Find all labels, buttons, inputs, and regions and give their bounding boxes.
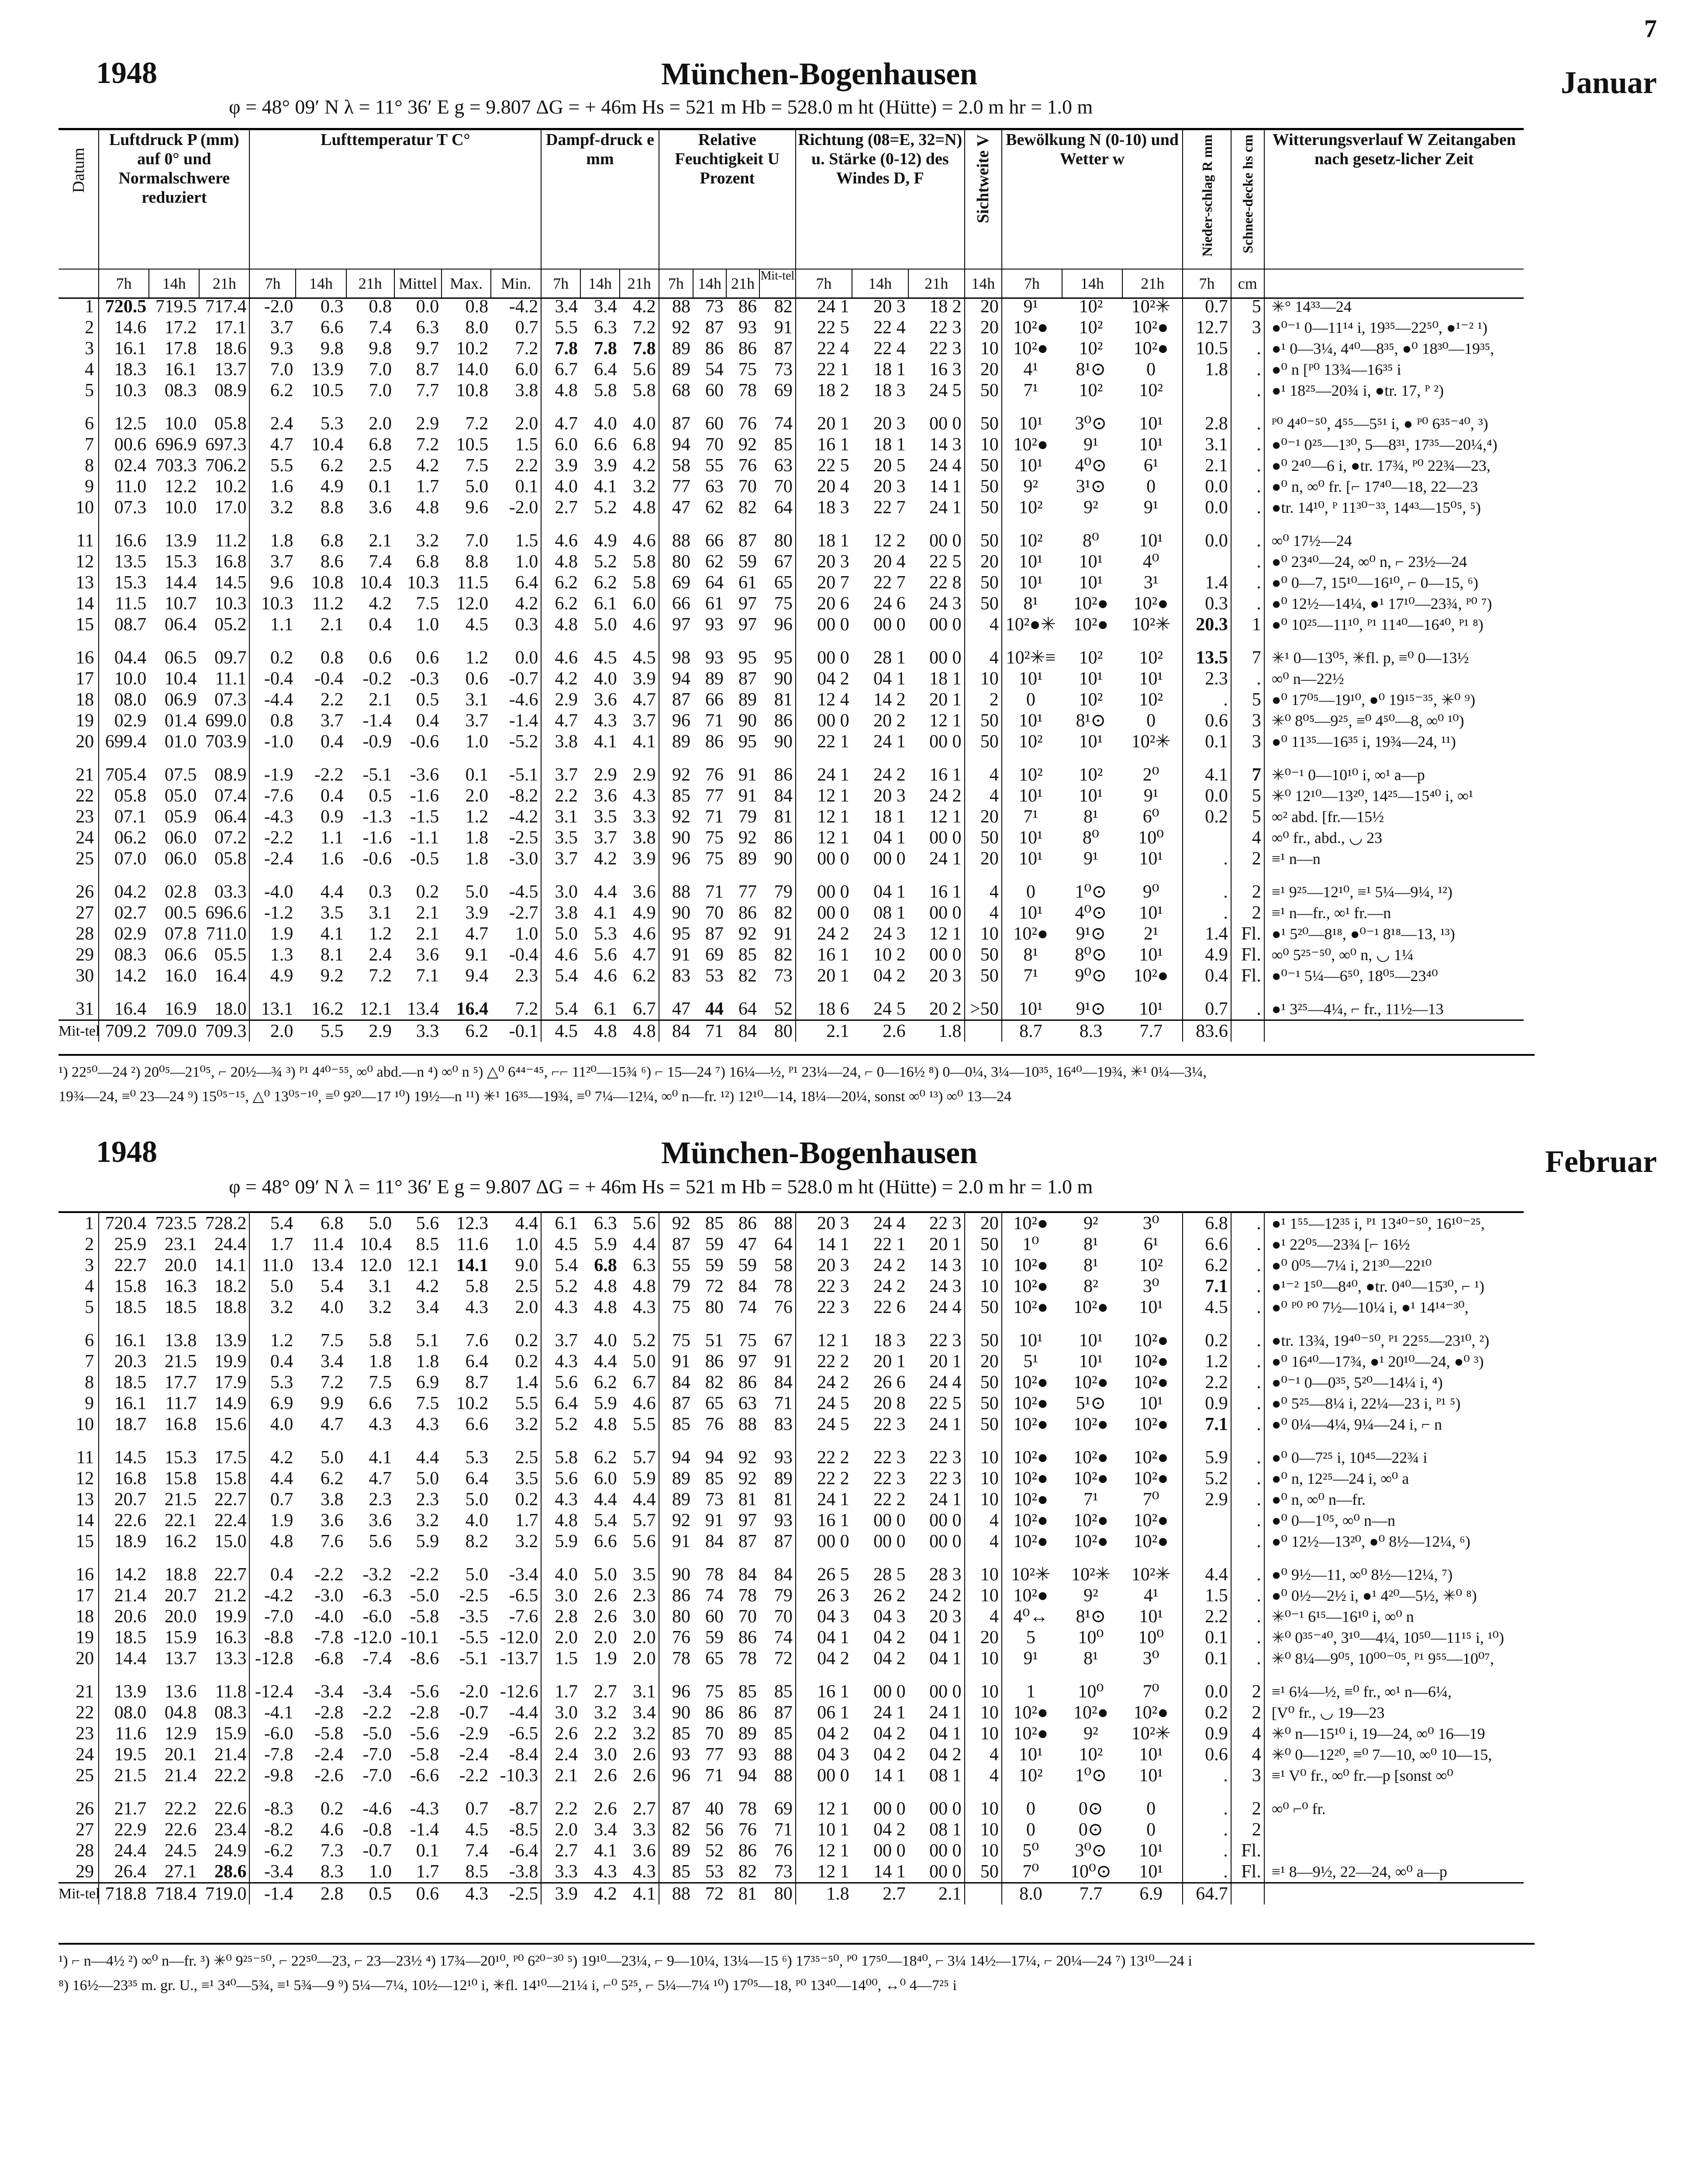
table-row: 26 21.7 22.2 22.6 -8.3 0.2 -4.6 -4.3 0.7 -8.7 2.2 2.6 2.7 87 40 78 69 12 1 00 0 00 0 10 0 0⊙ 0 . 2 ∞⁰ ⌐⁰ fr.: [59, 1798, 1524, 1819]
table-row: 20 14.4 13.7 13.3 -12.8 -6.8 -7.4 -8.6 -5.1 -13.7 1.5 1.9 2.0 78 65 78 72 04 2 04 2 04 1 10 9¹ 8¹ 3⁰ 0.1 . ✳⁰ 8¼—9⁰⁵, 10⁰⁰⁻⁰⁵, ᴾ¹ 9⁵⁵—10⁰⁷,: [59, 1648, 1524, 1669]
header-witterungsverlauf: Witterungsverlauf W Zeitangaben nach gesetz-licher Zeit: [1264, 129, 1524, 269]
mean-row: Mit-tel 718.8 718.4 719.0 -1.4 2.8 0.5 0.6 4.3 -2.5 3.9 4.2 4.1 88 72 81 80 1.8 2.7 2.1 8.0 7.7 6.9 64.7: [59, 1883, 1524, 1905]
table-row: 15 18.9 16.2 15.0 4.8 7.6 5.6 5.9 8.2 3.2 5.9 6.6 5.6 91 84 87 87 00 0 00 0 00 0 4 10²● 10²● 10²● . ●⁰ 12½—13²⁰, ●⁰ 8½—12¼, ⁶): [59, 1531, 1524, 1552]
table-row: 21 705.4 07.5 08.9 -1.9 -2.2 -5.1 -3.6 0.1 -5.1 3.7 2.9 2.9 92 76 91 86 24 1 24 2 16 1 4 10² 10² 2⁰ 4.1 7 ✳⁰⁻¹ 0—10¹⁰ i, ∞¹ a—p: [59, 764, 1524, 785]
february-section: [15, 1135, 1674, 1994]
table-row: 13 15.3 14.4 14.5 9.6 10.8 10.4 10.3 11.5 6.4 6.2 6.2 5.8 69 64 61 65 20 7 22 7 22 8 50 10¹ 10¹ 3¹ 1.4 . ●⁰ 0—7, 15¹⁰—16¹⁰, ⌐ 0—15, ⁶): [59, 572, 1524, 593]
table-row: 5 18.5 18.5 18.8 3.2 4.0 3.2 3.4 4.3 2.0 4.3 4.8 4.3 75 80 74 76 22 3 22 6 24 4 50 10²● 10²● 10¹ 4.5 . ●⁰ ᴾ⁰ ᴾ⁰ 7½—10¼ i, ●¹ 14¹⁴⁻³⁰,: [59, 1297, 1524, 1318]
january-section: [15, 12, 1674, 1105]
year: 1948: [96, 1135, 157, 1169]
january-data-table: [59, 296, 1524, 1042]
table-row: 13 20.7 21.5 22.7 0.7 3.8 2.3 2.3 5.0 0.2 4.3 4.4 4.4 89 73 81 81 24 1 22 2 24 1 10 10²● 7¹ 7⁰ 2.9 . ●⁰ n, ∞⁰ n—fr.: [59, 1489, 1524, 1510]
header-feuchtigkeit: Relative Feuchtigkeit U Prozent: [659, 129, 796, 269]
page-number: 7: [1644, 14, 1657, 43]
table-row: 19 18.5 15.9 16.3 -8.8 -7.8 -12.0 -10.1 -5.5 -12.0 2.0 2.0 2.0 76 59 86 74 04 1 04 2 04 1 20 5 10⁰ 10⁰ 0.1 . ✳⁰ 0³⁵⁻⁴⁰, 3¹⁰—4¼, 10⁵⁰—11¹⁵ i, ¹⁰): [59, 1627, 1524, 1648]
table-row: 24 19.5 20.1 21.4 -7.8 -2.4 -7.0 -5.8 -2.4 -8.4 2.4 3.0 2.6 93 77 93 88 04 3 04 2 04 2 4 10¹ 10² 10¹ 0.6 4 ✳⁰ 0—12²⁰, ≡⁰ 7—10, ∞⁰ 10—15,: [59, 1744, 1524, 1765]
table-row: 7 20.3 21.5 19.9 0.4 3.4 1.8 1.8 6.4 0.2 4.3 4.4 5.0 91 86 97 91 22 2 20 1 20 1 20 5¹ 10¹ 10²● 1.2 . ●⁰ 16⁴⁰—17¾, ●¹ 20¹⁰—24, ●⁰ ³): [59, 1351, 1524, 1372]
table-row: 31 16.4 16.9 18.0 13.1 16.2 12.1 13.4 16.4 7.2 5.4 6.1 6.7 47 44 64 52 18 6 24 5 20 2 >50 10¹ 9¹⊙ 10¹ 0.7 . ●¹ 3²⁵—4¼, ⌐ fr., 11½—13: [59, 999, 1524, 1020]
february-footnotes: [59, 1943, 1535, 1998]
footnote-line: ⁸) 16½—23³⁵ m. gr. U., ≡¹ 3⁴⁰—5¾, ≡¹ 5¾—9 ⁹) 5¼—7¼, 10½—12¹⁰ i, ✳fl. 14¹⁰—21¼ i, ⌐⁰ 5²⁵, ⌐ 5¼—7¼ ¹⁰) 17⁰⁵—18, ᴾ⁰ 13⁴⁰—14⁰⁰, ↔⁰ 4—7²⁵ i: [59, 1977, 957, 1994]
table-row: 2 25.9 23.1 24.4 1.7 11.4 10.4 8.5 11.6 1.0 4.5 5.9 4.4 87 59 47 64 14 1 22 1 20 1 50 1⁰ 8¹ 6¹ 6.6 . ●¹ 22⁰⁵—23¾ [⌐ 16½: [59, 1234, 1524, 1255]
station-name: München-Bogenhausen: [661, 1135, 978, 1170]
table-row: 16 04.4 06.5 09.7 0.2 0.8 0.6 0.6 1.2 0.0 4.6 4.5 4.5 98 93 95 95 00 0 28 1 00 0 4 10²✳≡ 10² 10² 13.5 7 ✳¹ 0—13⁰⁵, ✳fl. p, ≡⁰ 0—13½: [59, 647, 1524, 668]
table-row: 28 02.9 07.8 711.0 1.9 4.1 1.2 2.1 4.7 1.0 5.0 5.3 4.6 95 87 92 91 24 2 24 3 12 1 10 10²● 9¹⊙ 2¹ 1.4 Fl. ●¹ 5²⁰—8¹⁸, ●⁰⁻¹ 8¹⁸—13, ¹³): [59, 923, 1524, 944]
table-row: 21 13.9 13.6 11.8 -12.4 -3.4 -3.4 -5.6 -2.0 -12.6 1.7 2.7 3.1 96 75 85 85 16 1 00 0 00 0 10 1 10⁰ 7⁰ 0.0 2 ≡¹ 6¼—½, ≡⁰ fr., ∞¹ n—6¼,: [59, 1681, 1524, 1702]
footnote-line: ¹) ⌐ n—4½ ²) ∞⁰ n—fr. ³) ✳⁰ 9²⁵⁻⁵⁰, ⌐ 22⁵⁰—23, ⌐ 23—23½ ⁴) 17¾—20¹⁰, ᴾ⁰ 6²⁰⁻³⁰ ⁵) 19¹⁰—23¼, ⌐ 9—10¼, 13¼—15 ⁶) 17³⁵⁻⁵⁰, ᴾ⁰ 17⁵⁰—18⁴⁰, ⌐ 3¼ 14½—17¼, ⌐ 20¼—24 ⁷) 13¹⁰—24 i: [59, 1953, 1192, 1969]
table-row: 22 08.0 04.8 08.3 -4.1 -2.8 -2.2 -2.8 -0.7 -4.4 3.0 3.2 3.4 90 86 86 87 06 1 24 1 24 1 10 10²● 10²● 10²● 0.2 2 [V⁰ fr., ◡ 19—23: [59, 1702, 1524, 1723]
table-row: 15 08.7 06.4 05.2 1.1 2.1 0.4 1.0 4.5 0.3 4.8 5.0 4.6 97 93 97 96 00 0 00 0 00 0 4 10²●✳ 10²● 10²✳ 20.3 1 ●⁰ 10²⁵—11¹⁰, ᴾ¹ 11⁴⁰—16⁴⁰, ᴾ¹ ⁸): [59, 614, 1524, 635]
table-row: 28 24.4 24.5 24.9 -6.2 7.3 -0.7 0.1 7.4 -6.4 2.7 4.1 3.6 89 52 86 76 12 1 00 0 00 0 10 5⁰ 3⁰⊙ 10¹ . Fl.: [59, 1840, 1524, 1861]
table-row: 4 15.8 16.3 18.2 5.0 5.4 3.1 4.2 5.8 2.5 5.2 4.8 4.8 79 72 84 78 22 3 24 2 24 3 10 10²● 8² 3⁰ 7.1 . ●¹⁻² 1⁵⁰—8⁴⁰, ●tr. 0⁴⁰—15³⁰, ⌐ ¹): [59, 1276, 1524, 1297]
table-row: 6 12.5 10.0 05.8 2.4 5.3 2.0 2.9 7.2 2.0 4.7 4.0 4.0 87 60 76 74 20 1 20 3 00 0 50 10¹ 3⁰⊙ 10¹ 2.8 . ᴾ⁰ 4⁴⁰⁻⁵⁰, 4⁵⁵—5⁵¹ i, ● ᴾ⁰ 6³⁵⁻⁴⁰, ³): [59, 413, 1524, 434]
table-row: 16 14.2 18.8 22.7 0.4 -2.2 -3.2 -2.2 5.0 -3.4 4.0 5.0 3.5 90 78 84 84 26 5 28 5 28 3 10 10²✳ 10²✳ 10²✳ 4.4 . ●⁰ 9½—11, ∞⁰ 8½—12¼, ⁷): [59, 1564, 1524, 1585]
table-row: 9 16.1 11.7 14.9 6.9 9.9 6.6 7.5 10.2 5.5 6.4 5.9 4.6 87 65 63 71 24 5 20 8 22 5 50 10²● 5¹⊙ 10¹ 0.9 . ●⁰ 5²⁵—8¼ i, 22¼—23 i, ᴾ¹ ⁵): [59, 1393, 1524, 1414]
table-row: 11 14.5 15.3 17.5 4.2 5.0 4.1 4.4 5.3 2.5 5.8 6.2 5.7 94 94 92 93 22 2 22 3 22 3 10 10²● 10²● 10²● 5.9 . ●⁰ 0—7²⁵ i, 10⁴⁵—22¾ i: [59, 1447, 1524, 1468]
table-row: 3 22.7 20.0 14.1 11.0 13.4 12.0 12.1 14.1 9.0 5.4 6.8 6.3 55 59 59 58 20 3 24 2 14 3 10 10²● 8¹ 10² 6.2 . ●⁰ 0⁰⁵—7¼ i, 21³⁰—22¹⁰: [59, 1255, 1524, 1276]
page: [15, 12, 1674, 2184]
header-datum: Datum: [59, 129, 99, 269]
table-row: 4 18.3 16.1 13.7 7.0 13.9 7.0 8.7 14.0 6.0 6.7 6.4 5.6 89 54 75 73 22 1 18 1 16 3 20 4¹ 8¹⊙ 0 1.8 . ●⁰ n [ᴾ⁰ 13¾—16³⁵ i: [59, 359, 1524, 380]
table-row: 10 18.7 16.8 15.6 4.0 4.7 4.3 4.3 6.6 3.2 5.2 4.8 5.5 85 76 88 83 24 5 22 3 24 1 50 10²● 10²● 10²● 7.1 . ●⁰ 0¼—4¼, 9¼—24 i, ⌐ n: [59, 1414, 1524, 1435]
table-row: 6 16.1 13.8 13.9 1.2 7.5 5.8 5.1 7.6 0.2 3.7 4.0 5.2 75 51 75 67 12 1 18 3 22 3 50 10¹ 10¹ 10²● 0.2 . ●tr. 13¾, 19⁴⁰⁻⁵⁰, ᴾ¹ 22⁵⁵—23¹⁰, ²): [59, 1330, 1524, 1351]
table-row: 24 06.2 06.0 07.2 -2.2 1.1 -1.6 -1.1 1.8 -2.5 3.5 3.7 3.8 90 75 92 86 12 1 04 1 00 0 50 10¹ 8⁰ 10⁰ 4 ∞⁰ fr., abd., ◡ 23: [59, 827, 1524, 848]
january-footnotes: [59, 1054, 1535, 1109]
table-row: 18 20.6 20.0 19.9 -7.0 -4.0 -6.0 -5.8 -3.5 -7.6 2.8 2.6 3.0 80 60 70 70 04 3 04 3 20 3 4 4⁰↔ 8¹⊙ 10¹ 2.2 . ✳⁰⁻¹ 6¹⁵—16¹⁰ i, ∞⁰ n: [59, 1606, 1524, 1627]
table-row: 18 08.0 06.9 07.3 -4.4 2.2 2.1 0.5 3.1 -4.6 2.9 3.6 4.7 87 66 89 81 12 4 14 2 20 1 2 0 10² 10² . 5 ●⁰ 17⁰⁵—19¹⁰, ●⁰ 19¹⁵⁻³⁵, ✳⁰ ⁹): [59, 689, 1524, 710]
month-title: Januar: [1560, 65, 1657, 100]
table-row: 3 16.1 17.8 18.6 9.3 9.8 9.8 9.7 10.2 7.2 7.8 7.8 7.8 89 86 86 87 22 4 22 4 22 3 10 10²● 10² 10²● 10.5 . ●¹ 0—3¼, 4⁴⁰—8³⁵, ●⁰ 18³⁰—19³⁵,: [59, 338, 1524, 359]
february-header: [15, 1135, 1674, 1222]
table-row: 5 10.3 08.3 08.9 6.2 10.5 7.0 7.7 10.8 3.8 4.8 5.8 5.8 68 60 78 69 18 2 18 3 24 5 50 7¹ 10² 10² . ●¹ 18²⁵—20¾ i, ●tr. 17, ᴾ ²): [59, 380, 1524, 401]
table-row: 8 02.4 703.3 706.2 5.5 6.2 2.5 4.2 7.5 2.2 3.9 3.9 4.2 58 55 76 63 22 5 20 5 24 4 50 10¹ 4⁰⊙ 6¹ 2.1 . ●⁰ 2⁴⁰—6 i, ●tr. 17¾, ᴾ⁰ 22¾—23,: [59, 455, 1524, 476]
table-row: 7 00.6 696.9 697.3 4.7 10.4 6.8 7.2 10.5 1.5 6.0 6.6 6.8 94 70 92 85 16 1 18 1 14 3 10 10²● 9¹ 10¹ 3.1 . ●⁰⁻¹ 0²⁵—1³⁰, 5—8³¹, 17³⁵—20¼,⁴): [59, 434, 1524, 455]
footnote-line: ¹) 22⁵⁰—24 ²) 20⁰⁵—21⁰⁵, ⌐ 20½—¾ ³) ᴾ¹ 4⁴⁰⁻⁵⁵, ∞⁰ abd.—n ⁴) ∞⁰ n ⁵) △⁰ 6⁴⁴⁻⁴⁵, ⌐⌐ 11²⁰—15¾ ⁶) ⌐ 15—24 ⁷) 16¼—½, ᴾ¹ 23¼—24, ⌐ 0—16½ ⁸) 0—0¼, 3¼—10³⁵, 16⁴⁰—19¾, ✳¹ 0¼—3¼,: [59, 1064, 1207, 1080]
table-row: 11 16.6 13.9 11.2 1.8 6.8 2.1 3.2 7.0 1.5 4.6 4.9 4.6 88 66 87 80 18 1 12 2 00 0 50 10² 8⁰ 10¹ 0.0 . ∞⁰ 17½—24: [59, 530, 1524, 551]
table-row: 20 699.4 01.0 703.9 -1.0 0.4 -0.9 -0.6 1.0 -5.2 3.8 4.1 4.1 89 86 95 90 22 1 24 1 00 0 50 10² 10¹ 10²✳ 0.1 3 ●⁰ 11³⁵—16³⁵ i, 19¾—24, ¹¹): [59, 731, 1524, 752]
header-dampfdruck: Dampf-druck e mm: [541, 129, 659, 269]
table-row: 29 08.3 06.6 05.5 1.3 8.1 2.4 3.6 9.1 -0.4 4.6 5.6 4.7 91 69 85 82 16 1 10 2 00 0 50 8¹ 8⁰⊙ 10¹ 4.9 Fl. ∞⁰ 5²⁵⁻⁵⁰, ∞⁰ n, ◡ 1¼: [59, 944, 1524, 965]
table-row: 2 14.6 17.2 17.1 3.7 6.6 7.4 6.3 8.0 0.7 5.5 6.3 7.2 92 87 93 91 22 5 22 4 22 3 20 10²● 10² 10²● 12.7 3 ●⁰⁻¹ 0—11¹⁴ i, 19³⁵—22⁵⁰, ●¹⁻² ¹): [59, 317, 1524, 338]
year: 1948: [96, 56, 157, 90]
february-data-table: [59, 1211, 1524, 1904]
footnote-line: 19¾—24, ≡⁰ 23—24 ⁹) 15⁰⁵⁻¹⁵, △⁰ 13⁰⁵⁻¹⁰, ≡⁰ 9²⁰—17 ¹⁰) 19½—n ¹¹) ✳¹ 16³⁵—19¾, ≡⁰ 7¼—12¼, ∞⁰ n—fr. ¹²) 12¹⁰—14, 18¼—20¼, sonst ∞⁰ ¹³) ∞⁰ 13—24: [59, 1089, 1012, 1105]
month-title: Februar: [1545, 1144, 1657, 1179]
table-row: 1 720.4 723.5 728.2 5.4 6.8 5.0 5.6 12.3 4.4 6.1 6.3 5.6 92 85 86 88 20 3 24 4 22 3 20 10²● 9² 3⁰ 6.8 . ●¹ 1⁵⁵—12³⁵ i, ᴾ¹ 13⁴⁰⁻⁵⁰, 16¹⁰⁻²⁵,: [59, 1212, 1524, 1234]
station-parameters: φ = 48° 09′ N λ = 11° 36′ E g = 9.807 ΔG = + 46m Hs = 521 m Hb = 528.0 m ht (Hütte) = 2.0 m hr = 1.0 m: [229, 96, 1093, 118]
table-row: 14 11.5 10.7 10.3 10.3 11.2 4.2 7.5 12.0 4.2 6.2 6.1 6.0 66 61 97 75 20 6 24 6 24 3 50 8¹ 10²● 10²● 0.3 . ●⁰ 12½—14¼, ●¹ 17¹⁰—23¾, ᴾ⁰ ⁷): [59, 593, 1524, 614]
table-row: 8 18.5 17.7 17.9 5.3 7.2 7.5 6.9 8.7 1.4 5.6 6.2 6.7 84 82 86 84 24 2 26 6 24 4 50 10²● 10²● 10²● 2.2 . ●⁰⁻¹ 0—0³⁵, 5²⁰—14¼ i, ⁴): [59, 1372, 1524, 1393]
station-parameters: φ = 48° 09′ N λ = 11° 36′ E g = 9.807 ΔG = + 46m Hs = 521 m Hb = 528.0 m ht (Hütte) = 2.0 m hr = 1.0 m: [229, 1175, 1093, 1198]
header-lufttemperatur: Lufttemperatur T C°: [249, 129, 541, 269]
table-row: 12 16.8 15.8 15.8 4.4 6.2 4.7 5.0 6.4 3.5 5.6 6.0 5.9 89 85 92 89 22 2 22 3 22 3 10 10²● 10²● 10²● 5.2 . ●⁰ n, 12²⁵—24 i, ∞⁰ a: [59, 1468, 1524, 1489]
header-luftdruck: Luftdruck P (mm) auf 0° und Normalschwere reduziert: [99, 129, 249, 269]
station-name: München-Bogenhausen: [661, 56, 978, 91]
header-niederschlag: Nieder-schlag R mm: [1183, 129, 1231, 269]
table-row: 26 04.2 02.8 03.3 -4.0 4.4 0.3 0.2 5.0 -4.5 3.0 4.4 3.6 88 71 77 79 00 0 04 1 16 1 4 0 1⁰⊙ 9⁰ . 2 ≡¹ 9²⁵—12¹⁰, ≡¹ 5¼—9¼, ¹²): [59, 881, 1524, 902]
table-row: 25 21.5 21.4 22.2 -9.8 -2.6 -7.0 -6.6 -2.2 -10.3 2.1 2.6 2.6 96 71 94 88 00 0 14 1 08 1 4 10² 1⁰⊙ 10¹ . 3 ≡¹ V⁰ fr., ∞⁰ fr.—p [sonst ∞⁰: [59, 1765, 1524, 1786]
table-row: 9 11.0 12.2 10.2 1.6 4.9 0.1 1.7 5.0 0.1 4.0 4.1 3.2 77 63 70 70 20 4 20 3 14 1 50 9² 3¹⊙ 0 0.0 . ●⁰ n, ∞⁰ fr. [⌐ 17⁴⁰—18, 22—23: [59, 476, 1524, 497]
header-sichtweite: Sichtweite V: [965, 129, 1002, 269]
table-row: 14 22.6 22.1 22.4 1.9 3.6 3.6 3.2 4.0 1.7 4.8 5.4 5.7 92 91 97 93 16 1 00 0 00 0 4 10²● 10²● 10²● . ●⁰ 0—1⁰⁵, ∞⁰ n—n: [59, 1510, 1524, 1531]
table-row: 25 07.0 06.0 05.8 -2.4 1.6 -0.6 -0.5 1.8 -3.0 3.7 4.2 3.9 96 75 89 90 00 0 00 0 24 1 20 10¹ 9¹ 10¹ . 2 ≡¹ n—n: [59, 848, 1524, 869]
column-header: Datum Luftdruck P (mm) auf 0° und Normalschwere reduziert Lufttemperatur T C° Dampf-druck e mm Relative Feuchtigkeit U Prozent Richtung (08=E, 32=N) u. Stärke (0-12) des Windes D, F Sichtweite V Bewölkung N (0-10) und Wetter w Nieder-schlag R mm Schnee-decke hs cm Witterungsverlauf W Zeitangaben nach gesetz-licher Zeit 7h 14h 21h 7h 14h 21h Mittel Max. Min. 7h 14h 21h 7h 14h 21h Mit-tel 7h 14h 21h 14h 7h 14h 21h 7h cm: [59, 128, 1524, 299]
table-row: 27 02.7 00.5 696.6 -1.2 3.5 3.1 2.1 3.9 -2.7 3.8 4.1 4.9 90 70 86 82 00 0 08 1 00 0 4 10¹ 4⁰⊙ 10¹ . 2 ≡¹ n—fr., ∞¹ fr.—n: [59, 902, 1524, 923]
table-row: 27 22.9 22.6 23.4 -8.2 4.6 -0.8 -1.4 4.5 -8.5 2.0 3.4 3.3 82 56 76 71 10 1 04 2 08 1 10 0 0⊙ 0 . 2: [59, 1819, 1524, 1840]
table-row: 12 13.5 15.3 16.8 3.7 8.6 7.4 6.8 8.8 1.0 4.8 5.2 5.8 80 62 59 67 20 3 20 4 22 5 20 10¹ 10¹ 4⁰ . ●⁰ 23⁴⁰—24, ∞⁰ n, ⌐ 23½—24: [59, 551, 1524, 572]
january-header: [15, 12, 1674, 118]
table-row: 1 720.5 719.5 717.4 -2.0 0.3 0.8 0.0 0.8 -4.2 3.4 3.4 4.2 88 73 86 82 24 1 20 3 18 2 20 9¹ 10² 10²✳ 0.7 5 ✳° 14³³—24: [59, 296, 1524, 317]
table-row: 23 07.1 05.9 06.4 -4.3 0.9 -1.3 -1.5 1.2 -4.2 3.1 3.5 3.3 92 71 79 81 12 1 18 1 12 1 20 7¹ 8¹ 6⁰ 0.2 5 ∞² abd. [fr.—15½: [59, 806, 1524, 827]
header-schneedecke: Schnee-decke hs cm: [1231, 129, 1264, 269]
table-row: 17 21.4 20.7 21.2 -4.2 -3.0 -6.3 -5.0 -2.5 -6.5 3.0 2.6 2.3 86 74 78 79 26 3 26 2 24 2 10 10²● 9² 4¹ 1.5 . ●⁰ 0½—2½ i, ●¹ 4²⁰—5½, ✳⁰ ⁸): [59, 1585, 1524, 1606]
table-row: 19 02.9 01.4 699.0 0.8 3.7 -1.4 0.4 3.7 -1.4 4.7 4.3 3.7 96 71 90 86 00 0 20 2 12 1 50 10¹ 8¹⊙ 0 0.6 3 ✳⁰ 8⁰⁵—9²⁵, ≡⁰ 4⁵⁰—8, ∞⁰ ¹⁰): [59, 710, 1524, 731]
table-row: 22 05.8 05.0 07.4 -7.6 0.4 0.5 -1.6 2.0 -8.2 2.2 3.6 4.3 85 77 91 84 12 1 20 3 24 2 4 10¹ 10¹ 9¹ 0.0 5 ✳⁰ 12¹⁰—13²⁰, 14²⁵—15⁴⁰ i, ∞¹: [59, 785, 1524, 806]
table-row: 17 10.0 10.4 11.1 -0.4 -0.4 -0.2 -0.3 0.6 -0.7 4.2 4.0 3.9 94 89 87 90 04 2 04 1 18 1 10 10¹ 10¹ 10¹ 2.3 . ∞⁰ n—22½: [59, 668, 1524, 689]
header-wind: Richtung (08=E, 32=N) u. Stärke (0-12) des Windes D, F: [796, 129, 965, 269]
table-row: 10 07.3 10.0 17.0 3.2 8.8 3.6 4.8 9.6 -2.0 2.7 5.2 4.8 47 62 82 64 18 3 22 7 24 1 50 10² 9² 9¹ 0.0 . ●tr. 14¹⁰, ᴾ 11³⁰⁻³³, 14⁴³—15⁰⁵, ⁵): [59, 497, 1524, 518]
table-row: 29 26.4 27.1 28.6 -3.4 8.3 1.0 1.7 8.5 -3.8 3.3 4.3 4.3 85 53 82 73 12 1 14 1 00 0 50 7⁰ 10⁰⊙ 10¹ . Fl. ≡¹ 8—9½, 22—24, ∞⁰ a—p: [59, 1861, 1524, 1883]
table-row: 23 11.6 12.9 15.9 -6.0 -5.8 -5.0 -5.6 -2.9 -6.5 2.6 2.2 3.2 85 70 89 85 04 2 04 2 04 1 10 10²● 9² 10²✳ 0.9 4 ✳⁰ n—15¹⁰ i, 19—24, ∞⁰ 16—19: [59, 1723, 1524, 1744]
header-bewoelkung: Bewölkung N (0-10) und Wetter w: [1002, 129, 1183, 269]
mean-row: Mit-tel 709.2 709.0 709.3 2.0 5.5 2.9 3.3 6.2 -0.1 4.5 4.8 4.8 84 71 84 80 2.1 2.6 1.8 8.7 8.3 7.7 83.6: [59, 1020, 1524, 1042]
table-row: 30 14.2 16.0 16.4 4.9 9.2 7.2 7.1 9.4 2.3 5.4 4.6 6.2 83 53 82 73 20 1 04 2 20 3 50 7¹ 9⁰⊙ 10²● 0.4 Fl. ●⁰⁻¹ 5¼—6⁵⁰, 18⁰⁵—23⁴⁰: [59, 965, 1524, 986]
